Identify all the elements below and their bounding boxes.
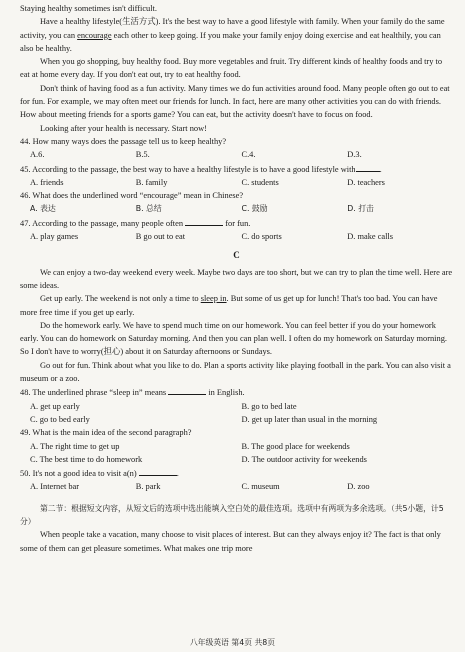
underlined-phrase: sleep in xyxy=(200,294,227,304)
option: A. 表达 xyxy=(30,204,56,214)
option: B. family xyxy=(135,177,168,187)
question-49: 49. What is the main idea of the second paragraph? A. The right time to get up B. The good place for weekends C. The best time to do homework D. The outdoor activity for weekends xyxy=(20,426,453,466)
option: C.4. xyxy=(241,150,256,160)
question-48: 48. The underlined phrase “sleep in” means in English. A. get up early B. go to bed late C. go to bed early D. get up later than usual in the morning xyxy=(20,385,453,426)
option: C. students xyxy=(241,177,279,187)
option: B.5. xyxy=(135,150,150,160)
option: A. play games xyxy=(30,232,79,242)
answer-blank xyxy=(168,385,206,395)
passage-b-title: Staying healthy sometimes isn't difficult. xyxy=(20,4,157,13)
passage-b-paragraph: Don't think of having food as a fun activity. Many times we do fun activities around food. Many people often go out to eat for fun. For example, we may often meet our friends for lunch. In fact, here are many other activities you can do with friends. How about meeting friends for a sports game? You can eat, but the activity doesn't have to focus on food. xyxy=(20,83,450,120)
answer-blank xyxy=(356,162,380,172)
answer-blank xyxy=(185,216,223,226)
option: A. The right time to get up xyxy=(30,441,120,451)
part2-passage: When people take a vacation, many choose to visit places of interest. But can they always enjoy it? The fact is that only some of them can get pleasure sometimes. What makes one trip more xyxy=(20,530,441,553)
option: A. friends xyxy=(30,177,64,187)
passage-c-paragraph: Do the homework early. We have to spend much time on our homework. You can feel better if you do your homework early. You can do homework on Saturday morning. And then you can plan well. I often do my homework on Saturday morning. So I don't have to worry(担心) about it on Saturday afternoons or Sundays. xyxy=(20,320,447,357)
option: D.3. xyxy=(347,150,362,160)
option: C. do sports xyxy=(241,232,282,242)
option: A. Internet bar xyxy=(30,482,80,492)
passage-c-paragraph: We can enjoy a two-day weekend every week. Maybe two days are too short, but we can try to plan the time well. Here are some ideas. xyxy=(20,267,453,290)
answer-blank xyxy=(139,466,177,476)
option: D. make calls xyxy=(347,232,394,242)
question-47: 47. According to the passage, many people often for fun. A. play games B go out to eat C. do sports D. make calls xyxy=(20,216,453,244)
page-footer: 八年级英语 第4页 共8页 xyxy=(189,637,276,647)
section-c-heading: C xyxy=(233,250,240,261)
question-44: 44. How many ways does the passage tell us to keep healthy? A.6. B.5. C.4. D.3. xyxy=(20,135,453,162)
option: C. go to bed early xyxy=(30,414,90,424)
option: D. The outdoor activity for weekends xyxy=(241,454,367,464)
passage-b-paragraph: When you go shopping, buy healthy food. Buy more vegetables and fruit. Try different kinds of healthy foods and try to eat at home every day. If you don't eat out, try to eat healthy food. xyxy=(20,57,443,80)
underlined-word: encourage xyxy=(77,30,112,40)
option: B. The good place for weekends xyxy=(241,441,350,451)
question-45: 45. According to the passage, the best way to have a healthy lifestyle is to have a good lifestyle with . A. friends B. family C. students D. teachers xyxy=(20,162,453,190)
option: C. museum xyxy=(241,482,280,492)
option: B. go to bed late xyxy=(241,401,297,411)
option: A.6. xyxy=(30,150,45,160)
passage-b-paragraph: Looking after your health is necessary. Start now! xyxy=(40,123,207,133)
passage-b-paragraph: Have a healthy lifestyle(生活方式). It's the best way to have a good lifestyle with family. When your family do the same activity, you can encourage each other to keep going. If you make your family enjoy doing exercise and eat healthily, you can also be healthy. xyxy=(20,17,445,53)
question-46: 46. What does the underlined word “encourage” mean in Chinese? A. 表达 B. 总结 C. 鼓励 D. 打击 xyxy=(20,189,453,216)
option: D. get up later than usual in the morning xyxy=(241,414,378,424)
option: C. The best time to do homework xyxy=(30,454,143,464)
option: D. teachers xyxy=(347,177,385,187)
option: B go out to eat xyxy=(135,232,186,242)
passage-c-paragraph: Go out for fun. Think about what you like to do. Plan a sports activity like playing football in the park. You can also visit a museum or a zoo. xyxy=(20,360,451,384)
passage-c-paragraph: Get up early. The weekend is not only a time to sleep in. But some of us get up for lunch! That's too bad. You can have more free time if you get up early. xyxy=(20,294,438,317)
part2-instruction: 第二节：根据短文内容，从短文后的选项中选出能填入空白处的最佳选项。选项中有两项为多余选项。（共5小题，计5分） xyxy=(20,503,444,526)
question-50: 50. It's not a good idea to visit a(n) . A. Internet bar B. park C. museum D. zoo xyxy=(20,466,453,494)
option: B. park xyxy=(135,482,161,492)
option: D. zoo xyxy=(347,482,370,492)
option: A. get up early xyxy=(30,401,80,411)
option: B. 总结 xyxy=(135,204,162,214)
option: C. 鼓励 xyxy=(241,204,268,214)
option: D. 打击 xyxy=(347,204,374,214)
